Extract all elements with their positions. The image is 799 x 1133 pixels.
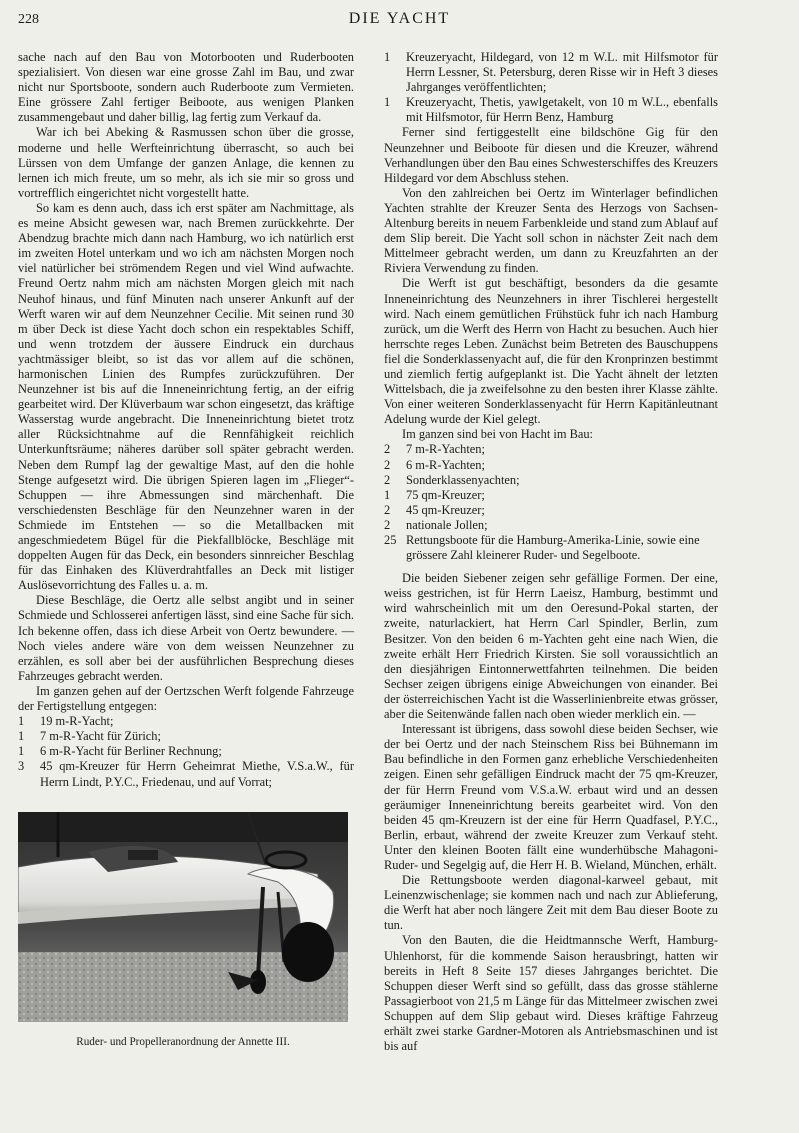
list-item-count: 2	[384, 457, 391, 472]
list-item	[384, 442, 718, 457]
paragraph: Im ganzen gehen auf der Oertzschen Werft folgende Fahrzeuge der Fertigstellung entgegen:	[18, 683, 354, 714]
journal-title: DIE YACHT	[348, 10, 451, 27]
paragraph: Die beiden Siebener zeigen sehr gefällige Formen. Der eine, weiss gestrichen, ist für Herrn Laeisz, Hamburg, bestimmt und wird wahrscheinlich mit um den Oeresund-Pokal starten, der zweite, naturlackiert, hat Herrn Carl Spindler, Berlin, zum Besitzer. Von den beiden 6 m-Yachten geht eine nach Wien, die zweite erhält Herr Friedrich Kirsten. Sie soll voraussichtlich an den diesjährigen Eintonnerwettfahrten teilnehmen. Die beiden Sechser zeigen übrigens einige Abweichungen von einander. Bei der österreichischen Yacht ist die Wasserlinienbreite etwas grösser, aber die Seitenwände fallen nach oben wieder merklich ein. —	[384, 571, 718, 722]
list-item-count: 1	[18, 729, 25, 744]
paragraph: Ferner sind fertiggestellt eine bildschöne Gig für den Neunzehner und Beiboote für diesen und die Kreuzer, während Verhandlungen über den Bau eines Schwesterschiffes des Kreuzers Hildegard vor dem Abschluss stehen.	[384, 125, 718, 185]
list-item	[384, 458, 718, 473]
page-header	[0, 8, 799, 34]
paragraph: Die Rettungsboote werden diagonal-karweel gebaut, mit Leinenzwischenlage; sie kommen nach und nach zur Ablieferung, die Werft hat aber noch längere Zeit mit dem Bau dieser Boote zu tun.	[384, 873, 718, 933]
left-column	[18, 50, 354, 790]
list-item	[18, 729, 354, 744]
list-item-text: 75 qm-Kreuzer;	[406, 487, 485, 502]
list-item	[384, 50, 718, 95]
paragraph: War ich bei Abeking & Rasmussen schon über die grosse, moderne und helle Werfteinrichtung überrascht, so auch bei Lürssen von dem Umfange der ganzen Anlage, die kennen zu lernen ich mich freute, um so mehr, als ich sie mir so gross und vortrefflich eingerichtet nicht vorgestellt hatte.	[18, 125, 354, 200]
paragraph: Interessant ist übrigens, dass sowohl diese beiden Sechser, wie der bei Oertz und der nach Steinschem Riss bei Bühnemann im Bau befindliche in den Formen ganz erhebliche Verschiedenheiten zeigen. Einen sehr gefälligen Eindruck macht der 75 qm-Kreuzer, der für Herrn Freund vom V.S.a.W. erbaut wird und an dessen geräumiger Inneneinrichtung bereits gearbeitet wird. Von den beiden 45 qm-Kreuzern ist der eine für Herrn Quadfasel, P.Y.C., Berlin, erbaut, während der zweite Kreuzer zum Verkauf steht. Unter den kleinen Booten fällt eine wunderhübsche Mahagoni-Ruder- und Segelgig auf, die Herr H. B. Wieland, München, erhält.	[384, 722, 718, 872]
paragraph: Die Werft ist gut beschäftigt, besonders da die gesamte Inneneinrichtung des Neunzehners in ihrer Tischlerei hergestellt wird. Nach einem gemütlichen Frühstück fuhr ich nach Hamburg zurück, um die Werft des Herrn von Hacht zu besuchen. Auch hier herrschte reges Leben. Zunächst beim Betreten des Bauschuppens fiel die Sonderklassenyacht auf, die für den Kronprinzen bestimmt und ziemlich fertig aufgeplankt ist. Die Yacht ähnelt der letzten Wittelsbach, die ja zweifelsohne zu den besten ihrer Klasse zählte. Von einer weiteren Sonderklassenyacht für Herrn Kapitänleutnant Adelung wurde der Kiel gelegt.	[384, 276, 718, 427]
list-item-text: Kreuzeryacht, Thetis, yawlgetakelt, von 10 m W.L., ebenfalls mit Hilfsmotor, für Herrn Benz, Hamburg	[406, 95, 718, 125]
list-item-text: Rettungsboote für die Hamburg-Amerika-Linie, sowie eine grössere Zahl kleinerer Ruder- und Segelboote.	[406, 533, 700, 563]
list-item-text: Sonderklassenyachten;	[406, 472, 520, 487]
figure	[18, 812, 348, 1048]
list-item-count: 2	[384, 442, 391, 457]
list-item	[384, 503, 718, 518]
list-item	[18, 744, 354, 759]
page-number: 228	[18, 12, 39, 27]
list-item-text: 19 m-R-Yacht;	[40, 714, 114, 729]
list-item-text: Kreuzeryacht, Hildegard, von 12 m W.L. mit Hilfsmotor für Herrn Lessner, St. Petersburg, deren Risse wir in Heft 3 dieses Jahrganges veröffentlichten;	[406, 50, 718, 95]
paragraph: sache nach auf den Bau von Motorbooten und Ruderbooten spezialisiert. Von diesen war eine grosse Zahl im Bau, und zwar nicht nur Sportsboote, sondern auch Ruderboote zum Vermieten. Eine grössere Zahl fertiger Beiboote, aus wenigen Planken zusammengebaut und daher billig, lag fertig zum Verkauf da.	[18, 50, 354, 125]
list-item-count: 3	[18, 759, 25, 774]
list-item-count: 1	[384, 95, 391, 110]
list-item-count: 1	[384, 487, 391, 502]
list-item-count: 1	[18, 714, 25, 729]
list-item	[18, 714, 354, 729]
figure-caption: Ruder- und Propelleranordnung der Annette III.	[76, 1036, 290, 1048]
list-item-count: 1	[384, 50, 391, 64]
paragraph: Von den zahlreichen bei Oertz im Winterlager befindlichen Yachten strahlte der Kreuzer Senta des Herzogs von Sachsen-Altenburg bereits in neuem Farbenkleide und stand zum Ablauf auf dem Slip bereit. Die Yacht soll schon in nächster Zeit nach dem Mittelmeer gebracht werden, um dann zu Kreuzfahrten an der Riviera Verwendung zu finden.	[384, 185, 718, 276]
list-item-text: 7 m-R-Yacht für Zürich;	[40, 729, 161, 744]
paragraph: Von den Bauten, die die Heidtmannsche Werft, Hamburg-Uhlenhorst, für die kommende Saison herausbringt, hatten wir bereits in Heft 8 Seite 157 dieses Jahrganges berichtet. Die Schuppen dieser Werft sind so gefüllt, dass das grosse stählerne Passagierboot von 21,5 m Länge für das Mittelmeer zwischen zwei Schuppen auf dem Slip gebaut wird. Dieses kräftige Fahrzeug erhält zwei starke Gardner-Motoren als Antriebsmaschinen und ist bis auf	[384, 933, 718, 1054]
list-item-count: 2	[384, 502, 391, 517]
list-item-text: 6 m-R-Yachten;	[406, 457, 485, 472]
list-item-count: 2	[384, 517, 391, 532]
paragraph: Diese Beschläge, die Oertz alle selbst angibt und in seiner Schmiede und Schlosserei anfertigen lässt, sind eine Sache für sich. Ich bekenne offen, dass ich diese Arbeit von Oertz bewundere. — Noch vieles andere wäre von dem weissen Neunzehner zu erzählen, es soll aber bei der ausführlichen Besprechung dieses Fahrzeuges gebracht werden.	[18, 593, 354, 683]
list-item-count: 2	[384, 472, 391, 487]
list-item	[384, 95, 718, 125]
list-item-text: 7 m-R-Yachten;	[406, 442, 485, 457]
paragraph: Im ganzen sind bei von Hacht im Bau:	[402, 427, 593, 442]
list-item	[384, 488, 718, 503]
paragraph: So kam es denn auch, dass ich erst später am Nachmittage, als es meine Absicht gewesen war, nach Bremen zurückkehrte. Der Abendzug brachte mich dann nach Hamburg, wo ich natürlich erst im zweiten Hotel unterkam und wo ich am nächsten Morgen noch viel natürlicher bei strömendem Regen und viel Wind aufwachte. Freund Oertz nahm mich am nächsten Morgen gleich mit nach Neuhof hinaus, und fünf Minuten nach unserer Ankunft auf der Werft waren wir auf dem Neunzehner Cecilie. Mit seinen rund 30 m über Deck ist diese Yacht doch schon ein respektables Schiff, und wenn trotzdem der äussere Eindruck ein durchaus yachtmässiger bleibt, so ist das vor allem auf die schönen, harmonischen Linien des Rumpfes zurückzuführen. Der Neunzehner ist bis auf die Inneneinrichtung fertig, an der eifrig gearbeitet wird. Der Klüverbaum war schon eingesetzt, das kräftige Wasserstag wurde angebracht. Die Inneneinrichtung bietet trotz aller Rücksichtnahme auf die Rennfähigkeit reichlich Unterkunftsräume; näheres darüber soll später gebracht werden. Neben dem Rumpf lag der gewaltige Mast, auf den die hohle Stenge aufgesetzt wird. Die übrigen Spieren lagen im „Flieger“-Schuppen — ihre Abmessungen sind märchenhaft. Die verschiedensten Beschläge für den Neunzehner waren in der Schmiede im Entstehen — so die Metallbacken mit angeschmiedetem Bügel für die Piekfallblöcke, Beschläge mit doppelten Augen für das Deck, ein besonders sinnreicher Beschlag für das Einhaken des Klüverdrahtfalles an Deck mit listiger Auslösevorrichtung des Falles u. a. m.	[18, 200, 354, 593]
list-item	[384, 473, 718, 488]
rudder-propeller-photo	[18, 812, 348, 1022]
list-item-text: nationale Jollen;	[406, 517, 488, 532]
list-item-text: 45 qm-Kreuzer für Herrn Geheimrat Miethe, V.S.a.W., für Herrn Lindt, P.Y.C., Friedenau, und auf Vorrat;	[40, 759, 354, 789]
list-item-count: 1	[18, 744, 25, 759]
list-item-count: 25	[384, 533, 397, 547]
list-item	[18, 759, 354, 789]
list-item-text: 6 m-R-Yacht für Berliner Rechnung;	[40, 744, 222, 759]
right-column	[384, 50, 718, 1054]
list-item	[384, 533, 718, 563]
list-item	[384, 518, 718, 533]
list-item-text: 45 qm-Kreuzer;	[406, 502, 485, 517]
